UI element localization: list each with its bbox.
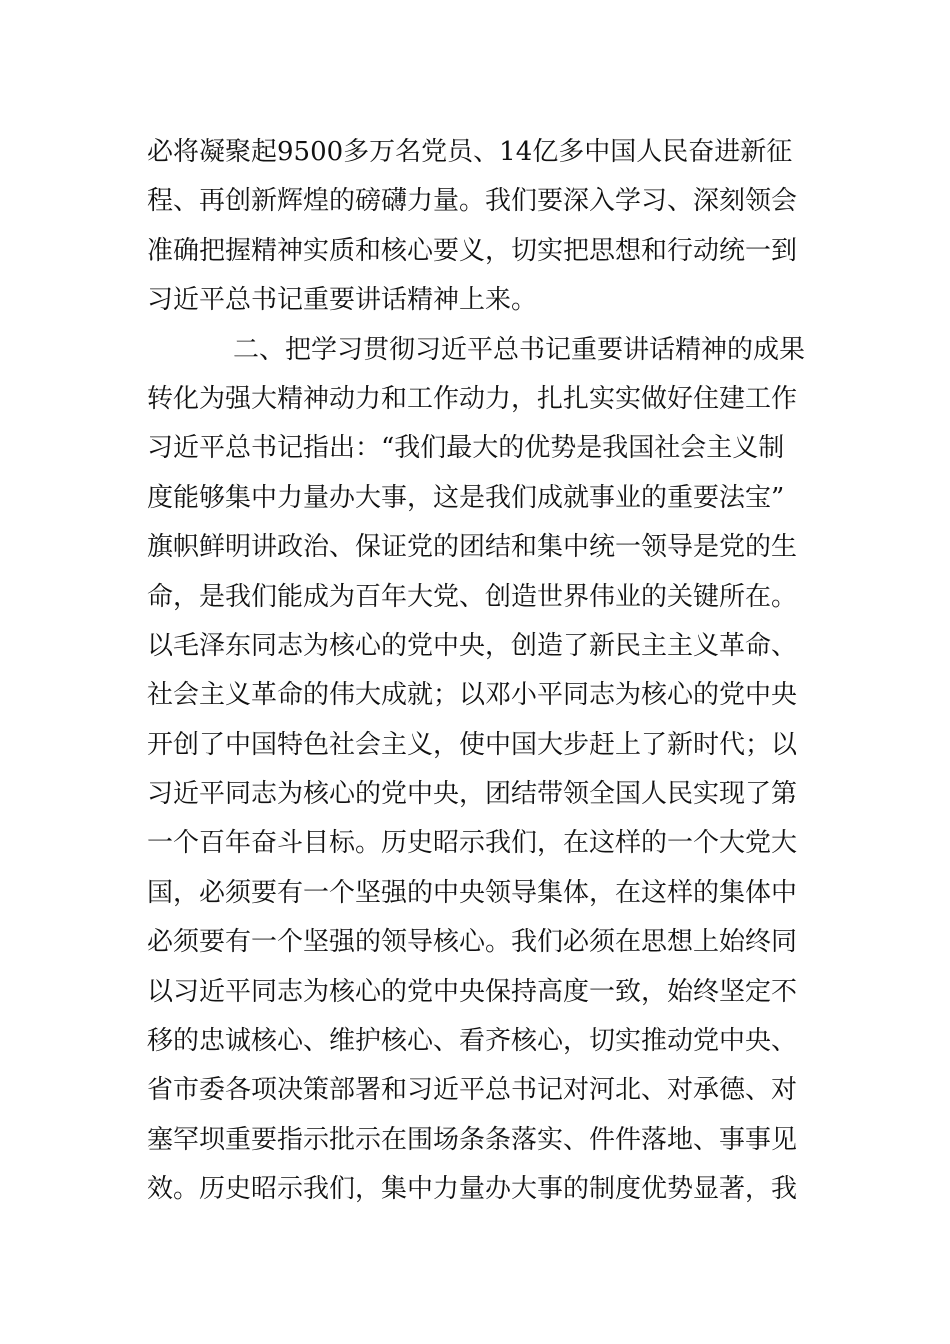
text-line: 以毛泽东同志为核心的党中央，创造了新民主主义革命、 [147,630,798,661]
text-line: 国，必须要有一个坚强的中央领导集体，在这样的集体中 [147,877,798,908]
text-line: 转化为强大精神动力和工作动力，扎扎实实做好住建工作 [147,383,798,414]
text-line: 习近平总书记重要讲话精神上来。 [147,285,538,316]
section-heading-line: 二、把学习贯彻习近平总书记重要讲话精神的成果 [233,334,806,365]
text-line: 命，是我们能成为百年大党、创造世界伟业的关键所在。 [147,581,798,612]
text-line: 必须要有一个坚强的领导核心。我们必须在思想上始终同 [147,927,798,958]
text-line: 效。历史昭示我们，集中力量办大事的制度优势显著，我 [147,1174,798,1205]
text-line: 塞罕坝重要指示批示在围场条条落实、件件落地、事事见 [147,1124,798,1155]
text-line: 社会主义革命的伟大成就；以邓小平同志为核心的党中央 [147,680,798,711]
body-text [147,128,807,1215]
text-line: 开创了中国特色社会主义，使中国大步赶上了新时代；以 [147,729,798,760]
text-line: 移的忠诚核心、维护核心、看齐核心，切实推动党中央、 [147,1026,798,1057]
text-line: 度能够集中力量办大事，这是我们成就事业的重要法宝” [147,482,785,513]
text-line: 程、再创新辉煌的磅礴力量。我们要深入学习、深刻领会 [147,186,798,217]
text-line: 必将凝聚起9500多万名党员、14亿多中国人民奋进新征 [147,137,793,167]
text-line: 省市委各项决策部署和习近平总书记对河北、对承德、对 [147,1075,798,1106]
text-line: 一个百年奋斗目标。历史昭示我们，在这样的一个大党大 [147,828,798,859]
text-line: 准确把握精神实质和核心要义，切实把思想和行动统一到 [147,235,798,266]
text-line: 习近平同志为核心的党中央，团结带领全国人民实现了第 [147,779,798,810]
text-line: 旗帜鲜明讲政治、保证党的团结和集中统一领导是党的生 [147,532,798,563]
text-line: 以习近平同志为核心的党中央保持高度一致，始终坚定不 [147,976,798,1007]
text-line: 习近平总书记指出：“我们最大的优势是我国社会主义制 [147,433,785,464]
